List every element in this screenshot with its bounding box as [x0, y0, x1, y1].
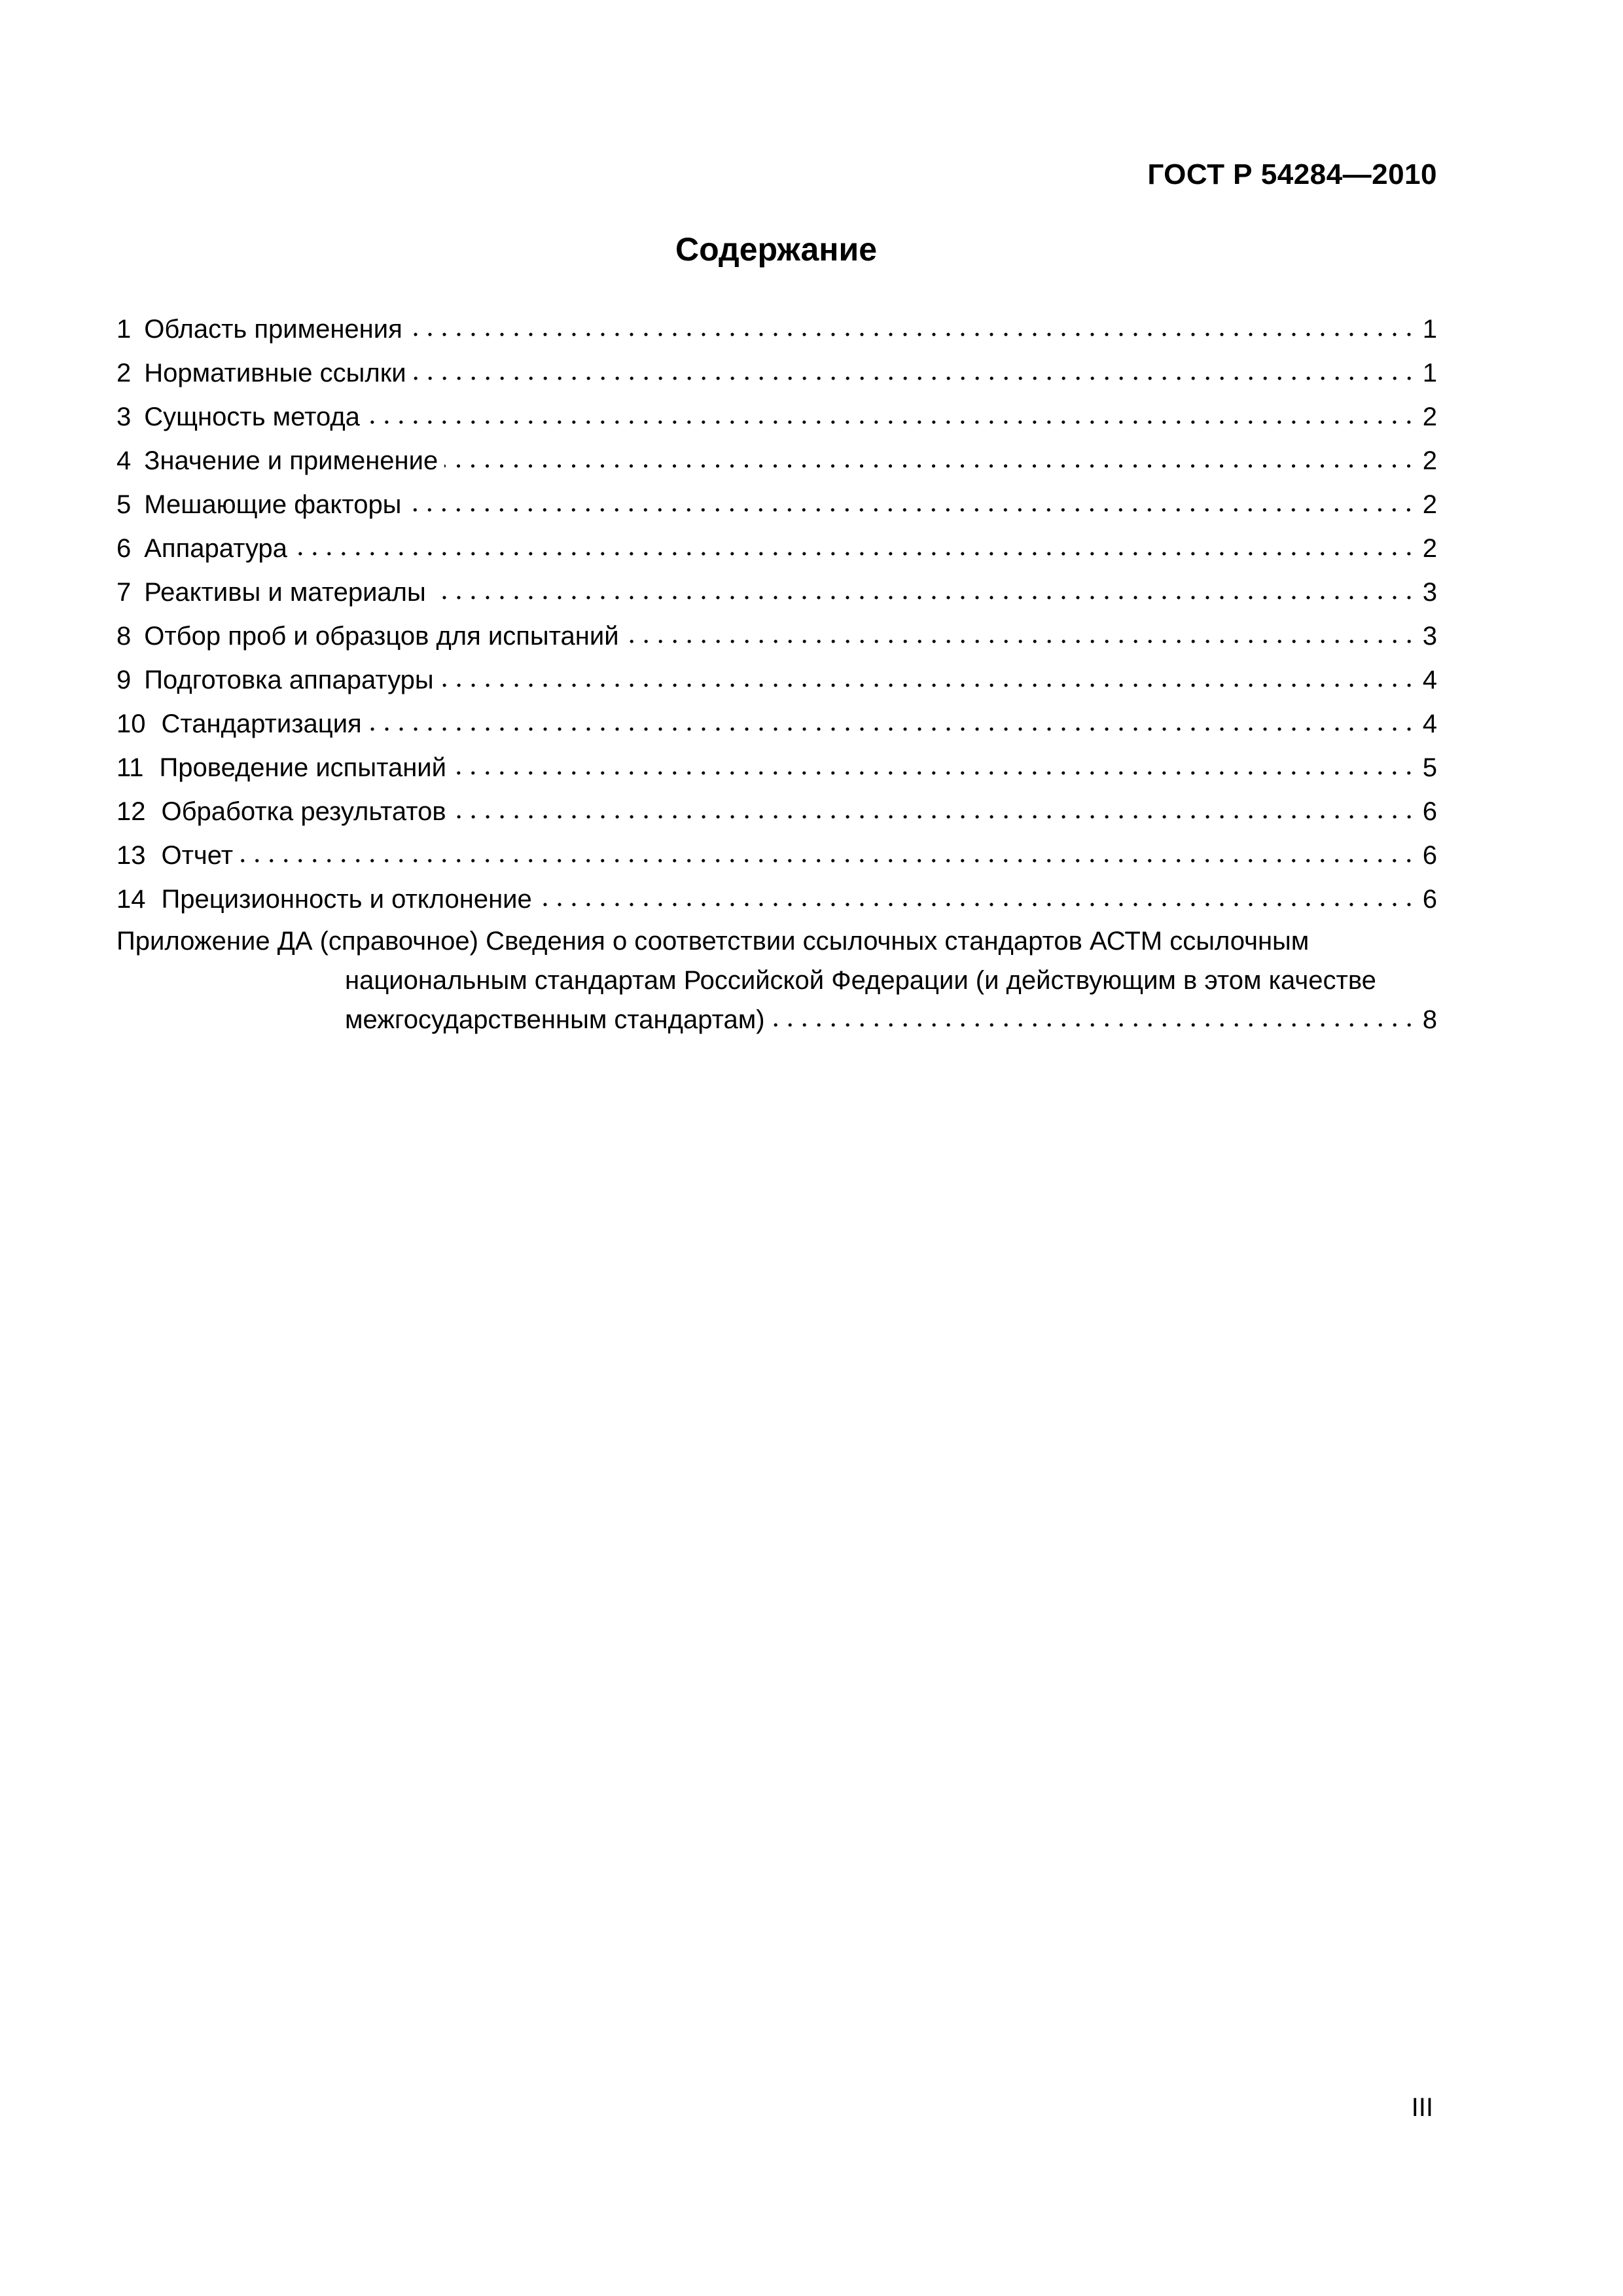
toc-item-page: 8: [1422, 1005, 1437, 1034]
toc-item-number: 8: [116, 622, 132, 651]
toc-item[interactable]: [116, 790, 1437, 834]
toc-item-label: Сущность метода: [144, 403, 360, 431]
toc-item-number: 9: [116, 666, 132, 694]
toc-leader-dots: [539, 901, 1416, 908]
toc-item[interactable]: [116, 746, 1437, 790]
toc-item-label: Прецизионность и отклонение: [161, 885, 532, 914]
table-of-contents: [116, 308, 1437, 1039]
appendix-title-line: национальным стандартам Российской Федерации (и действующим в этом качестве: [345, 966, 1376, 995]
toc-item-page: 2: [1422, 490, 1437, 519]
page-number: III: [1411, 2093, 1433, 2122]
toc-item-label: Аппаратура: [144, 534, 287, 563]
toc-item-label: Стандартизация: [161, 709, 362, 738]
toc-item-label: Отбор проб и образцов для испытаний: [144, 622, 619, 651]
toc-item-number: 4: [116, 446, 132, 475]
toc-leader-dots: [408, 507, 1416, 513]
toc-item[interactable]: [116, 527, 1437, 571]
toc-item-page: 4: [1422, 666, 1437, 694]
toc-item-label: Обработка результатов: [161, 797, 446, 826]
toc-leader-dots: [413, 375, 1416, 382]
appendix-title-line: Приложение ДА (справочное) Сведения о соответствии ссылочных стандартов АСТМ ссылочным: [116, 927, 1310, 956]
toc-item-page: 2: [1422, 403, 1437, 431]
toc-appendix-item[interactable]: [116, 922, 1437, 1039]
toc-leader-dots: [366, 419, 1416, 425]
toc-item-page: 3: [1422, 622, 1437, 651]
toc-leader-dots: [240, 857, 1416, 864]
toc-item-label: Подготовка аппаратуры: [144, 666, 434, 694]
toc-item-number: 3: [116, 403, 132, 431]
toc-item-page: 6: [1422, 841, 1437, 870]
toc-leader-dots: [453, 770, 1416, 776]
toc-item-label: Реактивы и материалы: [144, 578, 426, 607]
toc-item-number: 12: [116, 797, 146, 826]
document-code: ГОСТ Р 54284—2010: [1147, 158, 1437, 190]
toc-item-number: 11: [116, 753, 144, 782]
toc-item-label: Мешающие факторы: [144, 490, 402, 519]
toc-item-label: Область применения: [144, 315, 402, 344]
toc-item-number: 13: [116, 841, 146, 870]
toc-item-page: 6: [1422, 885, 1437, 914]
toc-item-page: 5: [1422, 753, 1437, 782]
toc-item-label: Проведение испытаний: [159, 753, 446, 782]
toc-item-number: 1: [116, 315, 132, 344]
toc-item-page: 2: [1422, 446, 1437, 475]
toc-leader-dots: [409, 331, 1416, 338]
toc-item[interactable]: [116, 351, 1437, 395]
toc-item-page: 6: [1422, 797, 1437, 826]
toc-item[interactable]: [116, 571, 1437, 615]
toc-item[interactable]: [116, 702, 1437, 746]
toc-item[interactable]: [116, 834, 1437, 878]
toc-item-number: 2: [116, 359, 132, 387]
toc-item-number: 5: [116, 490, 132, 519]
toc-leader-dots: [368, 726, 1416, 732]
toc-leader-dots: [294, 550, 1416, 557]
toc-item[interactable]: [116, 878, 1437, 922]
toc-leader-dots: [626, 638, 1416, 645]
toc-item[interactable]: [116, 483, 1437, 527]
toc-item-page: 4: [1422, 709, 1437, 738]
toc-item-label: Значение и применение: [144, 446, 438, 475]
toc-leader-dots: [453, 814, 1416, 820]
toc-item[interactable]: [116, 615, 1437, 658]
toc-leader-dots: [444, 463, 1416, 469]
toc-item-number: 14: [116, 885, 146, 914]
toc-title: Содержание: [675, 231, 878, 268]
toc-item-page: 1: [1422, 315, 1437, 344]
toc-item-number: 10: [116, 709, 146, 738]
toc-item-page: 2: [1422, 534, 1437, 563]
toc-item[interactable]: [116, 658, 1437, 702]
toc-item-number: 6: [116, 534, 132, 563]
toc-item-page: 3: [1422, 578, 1437, 607]
toc-leader-dots: [433, 594, 1416, 601]
toc-item-label: Нормативные ссылки: [144, 359, 406, 387]
toc-item[interactable]: [116, 395, 1437, 439]
toc-item[interactable]: [116, 308, 1437, 351]
toc-leader-dots: [440, 682, 1416, 689]
toc-item-page: 1: [1422, 359, 1437, 387]
toc-item[interactable]: [116, 439, 1437, 483]
appendix-title-line: межгосударственным стандартам): [345, 1005, 765, 1034]
toc-item-label: Отчет: [161, 841, 234, 870]
toc-leader-dots: [772, 1022, 1416, 1028]
toc-item-number: 7: [116, 578, 132, 607]
